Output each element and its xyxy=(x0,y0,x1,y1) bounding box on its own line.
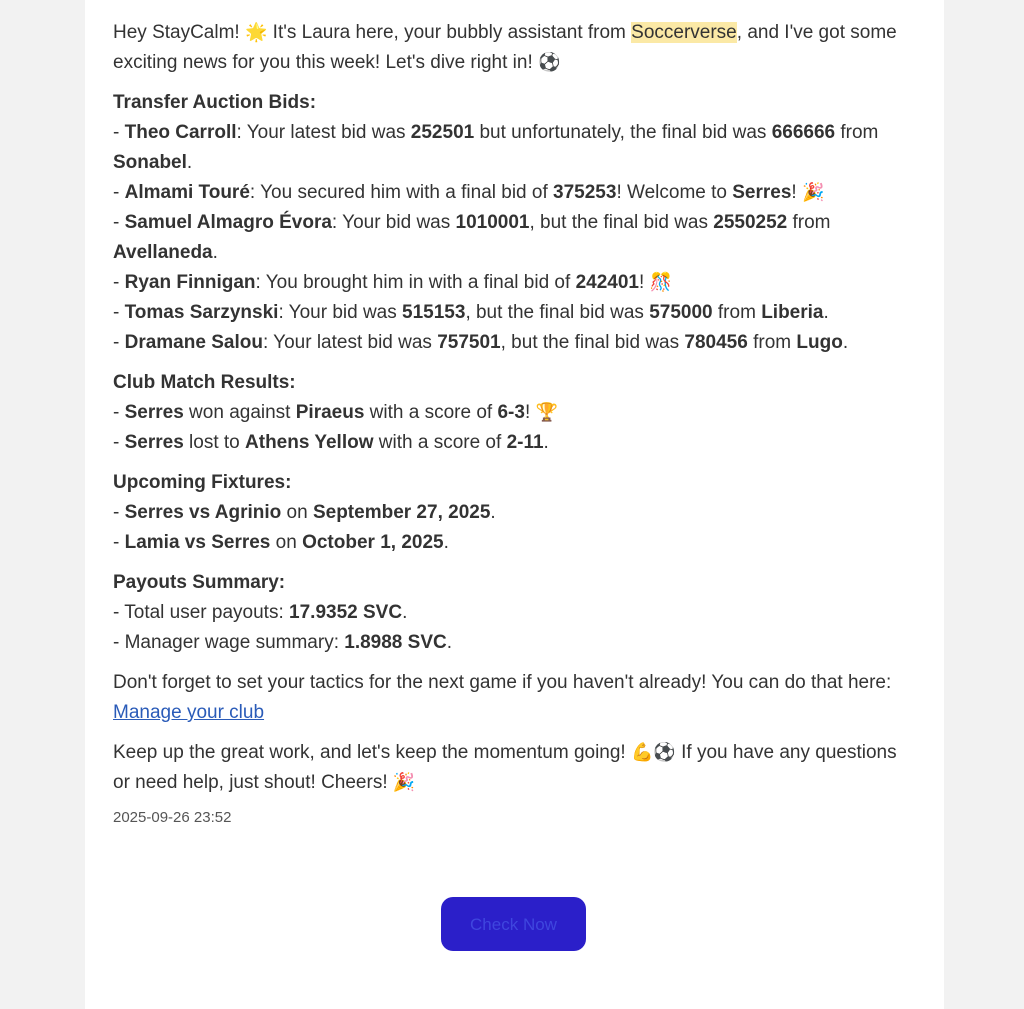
auction-text: : Your latest bid was xyxy=(262,332,438,353)
payout-value: 17.9352 SVC xyxy=(289,602,403,623)
match-score: 2-11 xyxy=(506,432,544,453)
button-container xyxy=(85,897,944,951)
payout-label: - Total user payouts: xyxy=(113,602,290,623)
auction-prefix: - xyxy=(113,182,125,203)
fixture-end: . xyxy=(490,502,496,523)
auction-text: from xyxy=(787,212,831,233)
result-text: with a score of xyxy=(364,402,498,423)
bid-value: 242401 xyxy=(575,272,639,293)
closing-paragraph xyxy=(113,738,916,798)
result-item xyxy=(113,428,916,458)
auction-item xyxy=(113,118,916,178)
auction-item xyxy=(113,328,916,358)
player-name: Almami Touré xyxy=(124,182,250,203)
payout-item xyxy=(113,598,916,628)
result-text: . xyxy=(543,432,549,453)
auction-prefix: - xyxy=(113,272,125,293)
manage-club-link[interactable]: Manage your club xyxy=(113,702,265,723)
home-team: Serres xyxy=(124,432,184,453)
auction-text: ! xyxy=(791,182,802,203)
auction-prefix: - xyxy=(113,122,125,143)
auction-prefix: - xyxy=(113,302,125,323)
payouts-section xyxy=(113,568,916,658)
club-name: Avellaneda xyxy=(113,242,213,263)
auction-text: : You brought him in with a final bid of xyxy=(255,272,576,293)
bid-value: 515153 xyxy=(402,302,466,323)
bid-value: 375253 xyxy=(553,182,617,203)
club-name: Lugo xyxy=(796,332,843,353)
payout-end: . xyxy=(402,602,408,623)
auction-text: : You secured him with a final bid of xyxy=(249,182,554,203)
result-prefix: - xyxy=(113,402,125,423)
payout-item xyxy=(113,628,916,658)
auction-text: from xyxy=(835,122,879,143)
match-score: 6-3 xyxy=(497,402,525,423)
trophy-icon: 🏆 xyxy=(535,402,558,423)
closing-text: Keep up the great work, and let's keep the momentum going! xyxy=(113,742,631,763)
auction-text: : Your bid was xyxy=(278,302,403,323)
auction-text: . xyxy=(842,332,849,353)
club-name: Liberia xyxy=(761,302,824,323)
auction-text: from xyxy=(712,302,762,323)
fixture-match: Serres vs Agrinio xyxy=(124,502,282,523)
home-team: Serres xyxy=(124,402,184,423)
payouts-title: Payouts Summary: xyxy=(113,572,286,593)
fixture-on: on xyxy=(281,502,313,523)
fixture-prefix: - xyxy=(113,532,125,553)
auction-text: . xyxy=(823,302,829,323)
brand-name: Soccerverse xyxy=(631,22,737,43)
auction-text: from xyxy=(747,332,797,353)
auction-text: : Your bid was xyxy=(331,212,456,233)
fixture-item xyxy=(113,498,916,528)
bid-value: 757501 xyxy=(437,332,501,353)
fixture-match: Lamia vs Serres xyxy=(124,532,271,553)
payout-label: - Manager wage summary: xyxy=(113,632,345,653)
results-section xyxy=(113,368,916,458)
player-name: Tomas Sarzynski xyxy=(124,302,279,323)
player-name: Ryan Finnigan xyxy=(124,272,256,293)
intro-text: It's Laura here, your bubbly assistant from xyxy=(267,22,632,43)
auction-text: but unfortunately, the final bid was xyxy=(474,122,772,143)
muscle-soccer-icon: 💪⚽ xyxy=(631,742,676,763)
auction-text: . xyxy=(212,242,218,263)
payout-value: 1.8988 SVC xyxy=(344,632,447,653)
auction-text: . xyxy=(186,152,193,173)
auction-text: , but the final bid was xyxy=(529,212,714,233)
sun-icon: 🌟 xyxy=(244,22,268,43)
result-verb: lost to xyxy=(183,432,246,453)
timestamp: 2025-09-26 23:52 xyxy=(113,809,232,826)
fixture-date: September 27, 2025 xyxy=(312,502,491,523)
result-text: with a score of xyxy=(373,432,507,453)
soccer-ball-icon: ⚽ xyxy=(538,52,561,73)
auction-text: , but the final bid was xyxy=(500,332,685,353)
auction-text: ! xyxy=(638,272,650,293)
auction-item xyxy=(113,208,916,268)
auction-item xyxy=(113,298,916,328)
check-now-button[interactable]: Check Now xyxy=(441,897,586,951)
email-card xyxy=(85,0,944,1009)
fixture-prefix: - xyxy=(113,502,125,523)
intro-text-end: , and I've got some exciting news for you this week! Let's dive right in! xyxy=(113,22,897,73)
final-bid-value: 575000 xyxy=(649,302,713,323)
fixtures-title: Upcoming Fixtures: xyxy=(113,472,292,493)
fixture-on: on xyxy=(270,532,303,553)
auction-item xyxy=(113,268,916,298)
intro-paragraph xyxy=(113,18,916,78)
club-name: Sonabel xyxy=(113,152,187,173)
party-popper-icon: 🎉 xyxy=(392,772,416,793)
party-popper-icon: 🎉 xyxy=(801,182,825,203)
auction-section xyxy=(113,88,916,358)
bid-value: 1010001 xyxy=(455,212,530,233)
bid-value: 252501 xyxy=(410,122,475,143)
auction-text: : Your latest bid was xyxy=(236,122,411,143)
auction-text: ! Welcome to xyxy=(616,182,733,203)
club-name: Serres xyxy=(732,182,792,203)
final-bid-value: 666666 xyxy=(771,122,836,143)
player-name: Dramane Salou xyxy=(124,332,263,353)
closing-text-end: If you have any questions or need help, just shout! Cheers! xyxy=(113,742,897,793)
player-name: Theo Carroll xyxy=(124,122,237,143)
results-title: Club Match Results: xyxy=(113,372,296,393)
fixtures-section xyxy=(113,468,916,558)
auction-item xyxy=(113,178,916,208)
auction-prefix: - xyxy=(113,332,125,353)
auction-text: , but the final bid was xyxy=(465,302,650,323)
final-bid-value: 780456 xyxy=(684,332,748,353)
tactics-text: Don't forget to set your tactics for the next game if you haven't already! You can do that here: xyxy=(113,672,892,693)
result-item xyxy=(113,398,916,428)
result-verb: won against xyxy=(183,402,296,423)
opponent-team: Piraeus xyxy=(295,402,365,423)
fixture-item xyxy=(113,528,916,558)
auction-prefix: - xyxy=(113,212,125,233)
result-prefix: - xyxy=(113,432,125,453)
fixture-date: October 1, 2025 xyxy=(302,532,444,553)
tactics-paragraph xyxy=(113,668,916,728)
result-text: ! xyxy=(524,402,536,423)
opponent-team: Athens Yellow xyxy=(245,432,374,453)
fixture-end: . xyxy=(443,532,449,553)
payout-end: . xyxy=(446,632,452,653)
auction-title: Transfer Auction Bids: xyxy=(113,92,317,113)
intro-greeting: Hey StayCalm! xyxy=(113,22,245,43)
confetti-ball-icon: 🎊 xyxy=(649,272,672,293)
final-bid-value: 2550252 xyxy=(713,212,788,233)
player-name: Samuel Almagro Évora xyxy=(124,212,332,233)
